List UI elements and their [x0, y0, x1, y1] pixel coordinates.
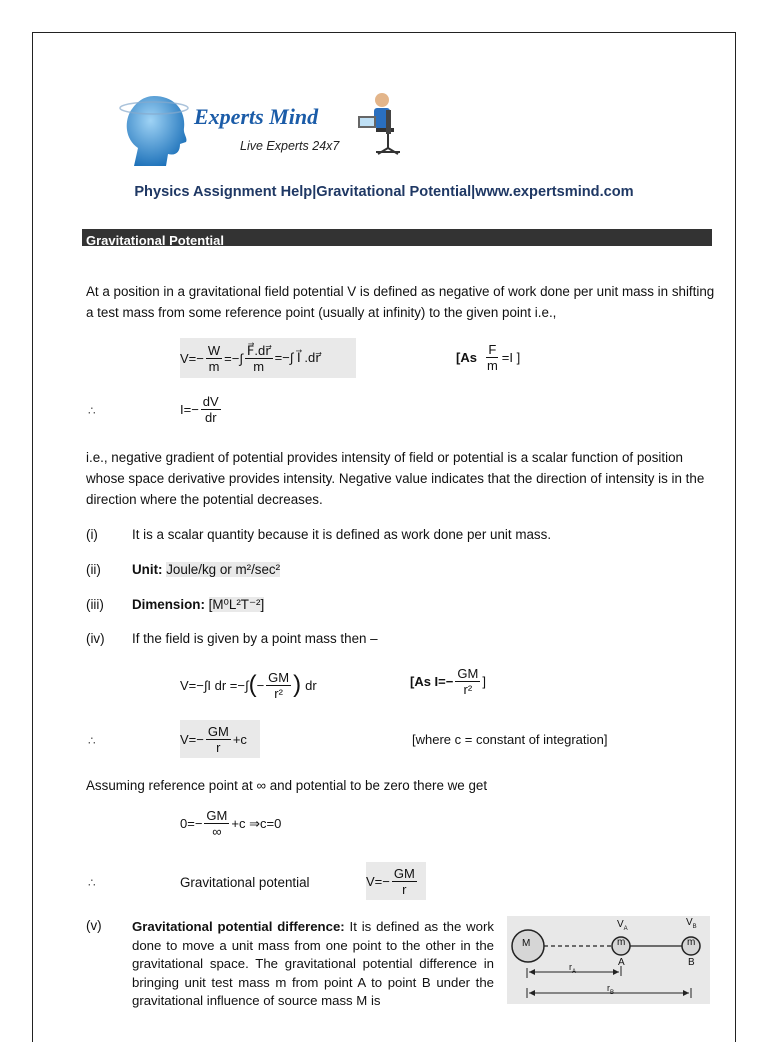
item-iv-text: If the field is given by a point mass then – [132, 631, 378, 646]
reference-point-paragraph: Assuming reference point at ∞ and potential to be zero there we get [86, 778, 488, 793]
item-v-number: (v) [86, 918, 102, 933]
eq6-lhs: V=− [366, 873, 390, 889]
equation-potential-with-constant [180, 720, 260, 758]
diagram-point-b: B [688, 957, 695, 968]
note1-suffix: =I ] [501, 350, 521, 365]
eq6-r: r [402, 881, 407, 897]
item-i-number: (i) [86, 527, 98, 542]
eq6-frac [392, 866, 417, 897]
eq3-note-r2: r² [463, 682, 473, 697]
eq1-v: V=− [180, 350, 204, 366]
eq3-note-gm: GM [457, 666, 479, 681]
diagram-mass-b-label: m [687, 937, 696, 948]
therefore-symbol-3: ∴ [88, 876, 96, 890]
eq4-end: +c [232, 731, 247, 747]
eq5-lhs: 0=− [180, 816, 203, 831]
eq1-end: =−∫ I⃗ .dr⃗ [274, 350, 321, 365]
equation-potential-definition [180, 338, 356, 378]
eq3-lhs: V=−∫I dr =−∫ [180, 677, 249, 693]
therefore-symbol-2: ∴ [88, 734, 96, 748]
diagram-mass-a-label: m [617, 937, 626, 948]
eq2-dv: dV [202, 394, 219, 409]
eq2-dr: dr [204, 410, 217, 425]
item-i-text: It is a scalar quantity because it is defined as work done per unit mass. [132, 527, 552, 542]
diagram-ra-r: r [569, 962, 572, 972]
logo-name: Experts Mind [194, 104, 319, 129]
therefore-symbol: ∴ [88, 404, 96, 418]
note-as-f-over-m [456, 342, 520, 373]
diagram-vb-label [686, 917, 697, 930]
equation-gravitational-potential [366, 862, 426, 900]
intro-paragraph: At a position in a gravitational field potential V is defined as negative of work done per unit mass in shifting a test mass from some reference point (usually at infinity) to the given point i.e., [86, 284, 715, 320]
unit-value: Joule/kg or m²/sec² [166, 562, 281, 577]
diagram-ra-sub: A [572, 968, 577, 975]
gradient-paragraph: i.e., negative gradient of potential provides intensity of field or potential is a scalar function of position whose space derivative provides intensity. Negative value indicates that the direction of intensity is in the direction where the potential decreases. [86, 450, 705, 507]
constant-note: [where c = constant of integration] [412, 732, 608, 747]
logo-tagline: Live Experts 24x7 [240, 139, 340, 153]
diagram-va-sub: A [623, 926, 628, 932]
eq5-gm: GM [206, 808, 228, 823]
equation-point-mass-integral: V=−∫I dr =−∫ ( − $\frac{GM}{\text{r²}}$ ) dr [180, 669, 317, 701]
eq3-gm: GM [268, 669, 290, 685]
logo-head-icon [116, 90, 196, 170]
person-at-computer-icon [352, 90, 408, 158]
eq2-i: I=− [180, 402, 199, 417]
potential-difference-text: It is defined as the work done to move a unit mass from one point to the other in the gravitational space. The gravitational potential difference in bringing unit test mass m from point A to point B under the gravitational influence of source mass M is [132, 919, 494, 1009]
item-v-paragraph [132, 918, 494, 1011]
eq1-fdr: F⃗.dr⃗ [246, 342, 271, 358]
section-title: Gravitational Potential [86, 233, 224, 248]
eq4-gm: GM [207, 723, 229, 739]
eq5-frac [204, 808, 229, 839]
eq3-r2: r² [274, 685, 283, 701]
diagram-va-label [617, 919, 628, 932]
diagram-rb-sub: B [610, 989, 615, 996]
eq4-frac [206, 724, 231, 755]
item-iv-number: (iv) [86, 631, 105, 646]
eq5-end: +c ⇒c=0 [231, 815, 282, 831]
eq1-m2: m [253, 358, 265, 374]
eq1-w: W [207, 342, 221, 358]
diagram-vb-v: V [686, 917, 693, 928]
eq3-note-prefix: [As I=− [410, 674, 454, 689]
diagram-rb-label [607, 983, 614, 996]
item-iii-number: (iii) [86, 597, 104, 612]
dimension-label: Dimension: [132, 597, 205, 612]
unit-label: Unit: [132, 562, 163, 577]
note1-f: F [488, 342, 497, 357]
equation-intensity [180, 394, 223, 425]
eq4-r: r [216, 739, 221, 755]
eq4-lhs: V=− [180, 731, 204, 747]
diagram-point-a: A [618, 957, 625, 968]
eq3-end: dr [305, 677, 317, 693]
item-ii-content [132, 562, 280, 577]
item-ii-number: (ii) [86, 562, 101, 577]
eq1-mid: =−∫ [224, 350, 243, 366]
eq1-frac-fdr-m [245, 343, 273, 374]
eq1-frac-w-m [206, 343, 222, 374]
dimension-value: [M⁰L²T⁻²] [208, 597, 265, 612]
eq3-frac [266, 670, 291, 701]
diagram-rb-r: r [607, 983, 610, 993]
diagram-source-mass-label: M [522, 938, 531, 949]
note1-frac [485, 342, 500, 373]
gravitational-potential-label: Gravitational potential [180, 875, 310, 890]
item-iii-content [132, 597, 264, 613]
note1-m: m [486, 358, 498, 373]
eq5-inf: ∞ [212, 824, 222, 839]
diagram-ra-label [569, 962, 576, 975]
diagram-va-v: V [617, 919, 624, 930]
eq3-note-end: ] [482, 674, 486, 689]
eq3-note-frac [455, 666, 480, 697]
eq1-m: m [208, 358, 220, 374]
potential-difference-label: Gravitational potential difference: [132, 919, 345, 934]
eq2-frac [201, 394, 221, 425]
page-title: Physics Assignment Help|Gravitational Potential|www.expertsmind.com [134, 184, 634, 200]
diagram-vb-sub: B [692, 924, 697, 930]
equation-constant-zero [180, 808, 281, 839]
note1-prefix: [As [456, 350, 477, 365]
eq6-gm: GM [393, 865, 415, 881]
note-as-i-equals [410, 666, 486, 697]
